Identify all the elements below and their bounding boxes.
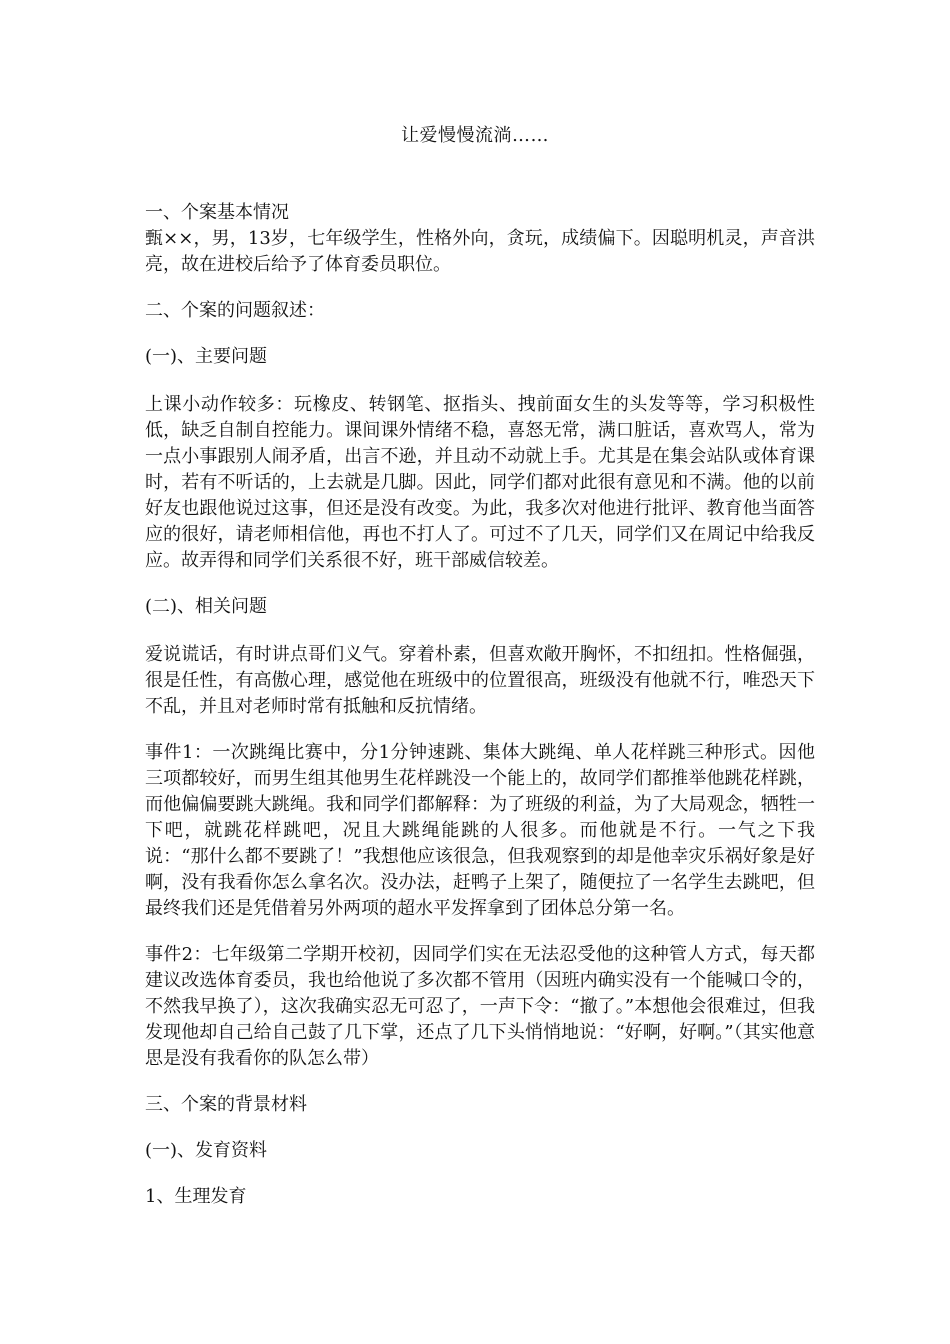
paragraph-event-1: 事件1：一次跳绳比赛中，分1分钟速跳、集体大跳绳、单人花样跳三种形式。因他三项都较好，而男生组其他男生花样跳没一个能上的，故同学们都推举他跳花样跳，而他偏偏要跳大跳绳。我和同学们都解释：为了班级的利益，为了大局观念，牺牲一下吧，就跳花样跳吧，况且大跳绳能跳的人很多。而他就是不行。一气之下我说：“那什么都不要跳了！”我想他应该很急，但我观察到的却是他幸灾乐祸好象是好啊，没有我看你怎么拿名次。没办法，赶鸭子上架了，随便拉了一名学生去跳吧，但最终我们还是凭借着另外两项的超水平发挥拿到了团体总分第一名。 xyxy=(145,742,815,919)
paragraph-basic-info: 甄××，男，13岁，七年级学生，性格外向，贪玩，成绩偏下。因聪明机灵，声音洪亮，故在进校后给予了体育委员职位。 xyxy=(145,228,815,275)
subheading-related-problems: (二)、相关问题 xyxy=(145,596,268,617)
section-heading-basic-info: 一、个案基本情况 xyxy=(145,202,289,223)
document-title: 让爱慢慢流淌…… xyxy=(401,125,549,146)
subheading-physical-development: 1、生理发育 xyxy=(145,1186,247,1207)
paragraph-related-problems: 爱说谎话，有时讲点哥们义气。穿着朴素，但喜欢敞开胸怀，不扣纽扣。性格倔强，很是任性，有高傲心理，感觉他在班级中的位置很高，班级没有他就不行，唯恐天下不乱，并且对老师时常有抵触和反抗情绪。 xyxy=(145,644,815,717)
subheading-development-data: (一)、发育资料 xyxy=(145,1140,268,1161)
section-heading-problem-description: 二、个案的问题叙述： xyxy=(145,300,325,321)
paragraph-main-problems: 上课小动作较多：玩橡皮、转钢笔、抠指头、拽前面女生的头发等等，学习积极性低，缺乏自制自控能力。课间课外情绪不稳，喜怒无常，满口脏话，喜欢骂人，常为一点小事跟别人闹矛盾，出言不逊，并且动不动就上手。尤其是在集会站队或体育课时，若有不听话的，上去就是几脚。因此，同学们都对此很有意见和不满。他的以前好友也跟他说过这事，但还是没有改变。为此，我多次对他进行批评、教育他当面答应的很好，请老师相信他，再也不打人了。可过不了几天，同学们又在周记中给我反应。故弄得和同学们关系很不好，班干部威信较差。 xyxy=(145,394,815,571)
section-heading-background: 三、个案的背景材料 xyxy=(145,1094,307,1115)
paragraph-event-2: 事件2：七年级第二学期开校初，因同学们实在无法忍受他的这种管人方式，每天都建议改选体育委员，我也给他说了多次都不管用（因班内确实没有一个能喊口令的，不然我早换了），这次我确实忍无可忍了，一声下令：“撤了。”本想他会很难过，但我发现他却自己给自己鼓了几下掌，还点了几下头悄悄地说：“好啊，好啊。”（其实他意思是没有我看你的队怎么带） xyxy=(145,944,815,1069)
document-body xyxy=(145,200,815,1210)
subheading-main-problems: (一)、主要问题 xyxy=(145,346,268,367)
